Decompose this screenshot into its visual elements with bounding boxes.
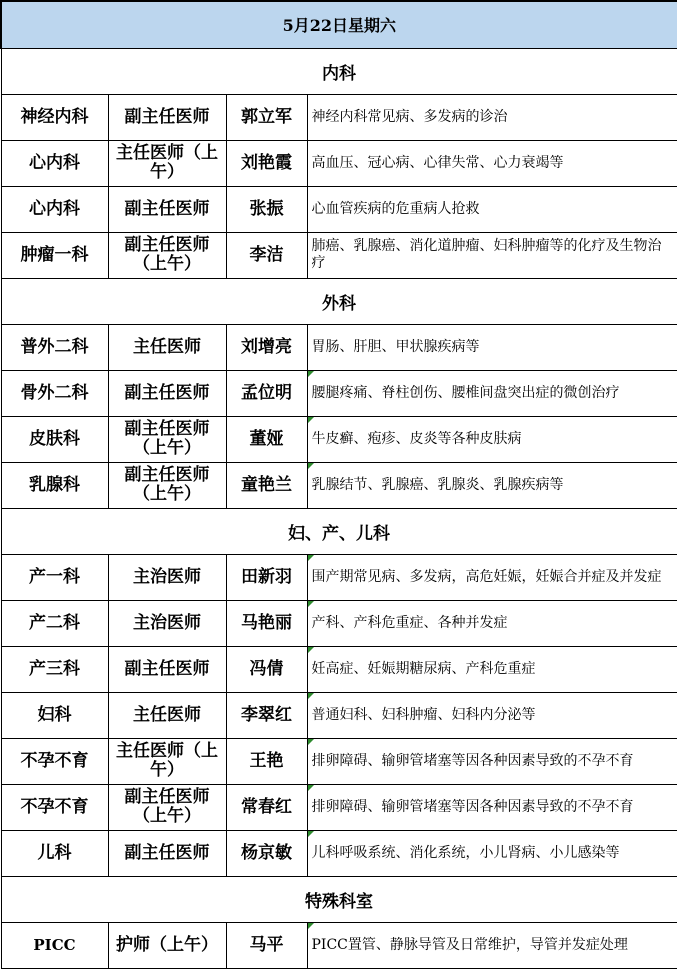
department-cell: 儿科 — [1, 830, 108, 876]
doctor-name-cell: 田新羽 — [226, 554, 307, 600]
table-row — [1, 692, 677, 738]
section-header-row — [1, 278, 677, 324]
specialty-cell — [307, 646, 677, 692]
doctor-title-cell: 主任医师 — [108, 324, 226, 370]
cell-comment-marker — [308, 785, 314, 791]
doctor-name-cell: 马艳丽 — [226, 600, 307, 646]
cell-comment-marker — [308, 923, 314, 929]
doctor-name-cell: 孟位明 — [226, 370, 307, 416]
cell-comment-marker — [308, 371, 314, 377]
specialty-cell — [307, 738, 677, 784]
specialty-text: 妊高症、妊娠期糖尿病、产科危重症 — [311, 660, 536, 677]
doctor-name-cell: 郭立军 — [226, 94, 307, 140]
section-header-row — [1, 48, 677, 94]
specialty-cell — [307, 600, 677, 646]
specialty-cell: 神经内科常见病、多发病的诊治 — [307, 94, 677, 140]
specialty-text: 儿科呼吸系统、消化系统，小儿肾病、小儿感染等 — [311, 844, 620, 861]
doctor-name-cell: 杨京敏 — [226, 830, 307, 876]
doctor-title-cell: 主任医师 — [108, 692, 226, 738]
specialty-cell — [307, 692, 677, 738]
doctor-title-cell: 副主任医师 — [108, 830, 226, 876]
doctor-name-cell: 董娅 — [226, 416, 307, 462]
cell-comment-marker — [308, 601, 314, 607]
doctor-title-cell: 副主任医师（上午） — [108, 784, 226, 830]
table-row — [1, 370, 677, 416]
doctor-name-cell: 张振 — [226, 186, 307, 232]
cell-comment-marker — [308, 555, 314, 561]
specialty-text: 排卵障碍、输卵管堵塞等因各种因素导致的不孕不育 — [311, 798, 634, 815]
schedule-body — [1, 1, 677, 968]
table-row — [1, 186, 677, 232]
specialty-cell: 胃肠、肝胆、甲状腺疾病等 — [307, 324, 677, 370]
specialty-cell — [307, 830, 677, 876]
department-cell: 产一科 — [1, 554, 108, 600]
doctor-title-cell: 主任医师（上午） — [108, 140, 226, 186]
doctor-title-cell: 副主任医师 — [108, 370, 226, 416]
specialty-text: 腰腿疼痛、脊柱创伤、腰椎间盘突出症的微创治疗 — [311, 384, 620, 401]
section-title: 外科 — [1, 278, 677, 324]
specialty-text: 乳腺结节、乳腺癌、乳腺炎、乳腺疾病等 — [311, 476, 564, 493]
section-title: 特殊科室 — [1, 876, 677, 922]
department-cell: 肿瘤一科 — [1, 232, 108, 278]
cell-comment-marker — [308, 463, 314, 469]
department-cell: 心内科 — [1, 140, 108, 186]
table-row — [1, 554, 677, 600]
doctor-name-cell: 刘艳霞 — [226, 140, 307, 186]
doctor-name-cell: 刘增亮 — [226, 324, 307, 370]
doctor-title-cell: 副主任医师 — [108, 646, 226, 692]
table-row — [1, 232, 677, 278]
section-title: 内科 — [1, 48, 677, 94]
cell-comment-marker — [308, 831, 314, 837]
table-row — [1, 830, 677, 876]
department-cell: 骨外二科 — [1, 370, 108, 416]
title-row — [1, 1, 677, 48]
table-row — [1, 600, 677, 646]
department-cell: 皮肤科 — [1, 416, 108, 462]
doctor-title-cell: 副主任医师 — [108, 186, 226, 232]
department-cell: 心内科 — [1, 186, 108, 232]
table-row — [1, 462, 677, 508]
schedule-date-title: 5月22日星期六 — [1, 1, 677, 48]
specialty-text: 牛皮癣、疱疹、皮炎等各种皮肤病 — [311, 430, 522, 447]
doctor-title-cell: 主任医师（上午） — [108, 738, 226, 784]
table-row — [1, 324, 677, 370]
doctor-title-cell: 副主任医师（上午） — [108, 462, 226, 508]
doctor-name-cell: 常春红 — [226, 784, 307, 830]
department-cell: 产二科 — [1, 600, 108, 646]
section-header-row — [1, 876, 677, 922]
cell-comment-marker — [308, 417, 314, 423]
doctor-name-cell: 王艳 — [226, 738, 307, 784]
specialty-cell — [307, 922, 677, 968]
department-cell: 不孕不育 — [1, 738, 108, 784]
doctor-name-cell: 李洁 — [226, 232, 307, 278]
doctor-title-cell: 副主任医师（上午） — [108, 416, 226, 462]
table-row — [1, 140, 677, 186]
specialty-text: PICC置管、静脉导管及日常维护，导管并发症处理 — [311, 936, 628, 953]
table-row — [1, 416, 677, 462]
specialty-text: 产科、产科危重症、各种并发症 — [311, 614, 508, 631]
doctor-title-cell: 主治医师 — [108, 600, 226, 646]
doctor-title-cell: 副主任医师（上午） — [108, 232, 226, 278]
doctor-name-cell: 马平 — [226, 922, 307, 968]
section-title: 妇、产、儿科 — [1, 508, 677, 554]
specialty-cell — [307, 462, 677, 508]
specialty-cell: 高血压、冠心病、心律失常、心力衰竭等 — [307, 140, 677, 186]
specialty-cell: 心血管疾病的危重病人抢救 — [307, 186, 677, 232]
department-cell: 产三科 — [1, 646, 108, 692]
table-row — [1, 738, 677, 784]
specialty-cell: 肺癌、乳腺癌、消化道肿瘤、妇科肿瘤等的化疗及生物治疗 — [307, 232, 677, 278]
doctor-name-cell: 李翠红 — [226, 692, 307, 738]
cell-comment-marker — [308, 739, 314, 745]
cell-comment-marker — [308, 647, 314, 653]
department-cell: 普外二科 — [1, 324, 108, 370]
department-cell: 妇科 — [1, 692, 108, 738]
department-cell: 不孕不育 — [1, 784, 108, 830]
table-row — [1, 922, 677, 968]
table-row — [1, 94, 677, 140]
specialty-cell — [307, 784, 677, 830]
specialty-cell — [307, 370, 677, 416]
specialty-text: 排卵障碍、输卵管堵塞等因各种因素导致的不孕不育 — [311, 752, 634, 769]
specialty-cell — [307, 554, 677, 600]
section-header-row — [1, 508, 677, 554]
specialty-text: 普通妇科、妇科肿瘤、妇科内分泌等 — [311, 706, 536, 723]
cell-comment-marker — [308, 693, 314, 699]
specialty-cell — [307, 416, 677, 462]
table-row — [1, 784, 677, 830]
department-cell: PICC — [1, 922, 108, 968]
table-row — [1, 646, 677, 692]
doctor-title-cell: 护师（上午） — [108, 922, 226, 968]
specialty-text: 围产期常见病、多发病，高危妊娠，妊娠合并症及并发症 — [311, 568, 662, 585]
department-cell: 神经内科 — [1, 94, 108, 140]
doctor-title-cell: 主治医师 — [108, 554, 226, 600]
department-cell: 乳腺科 — [1, 462, 108, 508]
doctor-title-cell: 副主任医师 — [108, 94, 226, 140]
doctor-name-cell: 童艳兰 — [226, 462, 307, 508]
doctor-name-cell: 冯倩 — [226, 646, 307, 692]
